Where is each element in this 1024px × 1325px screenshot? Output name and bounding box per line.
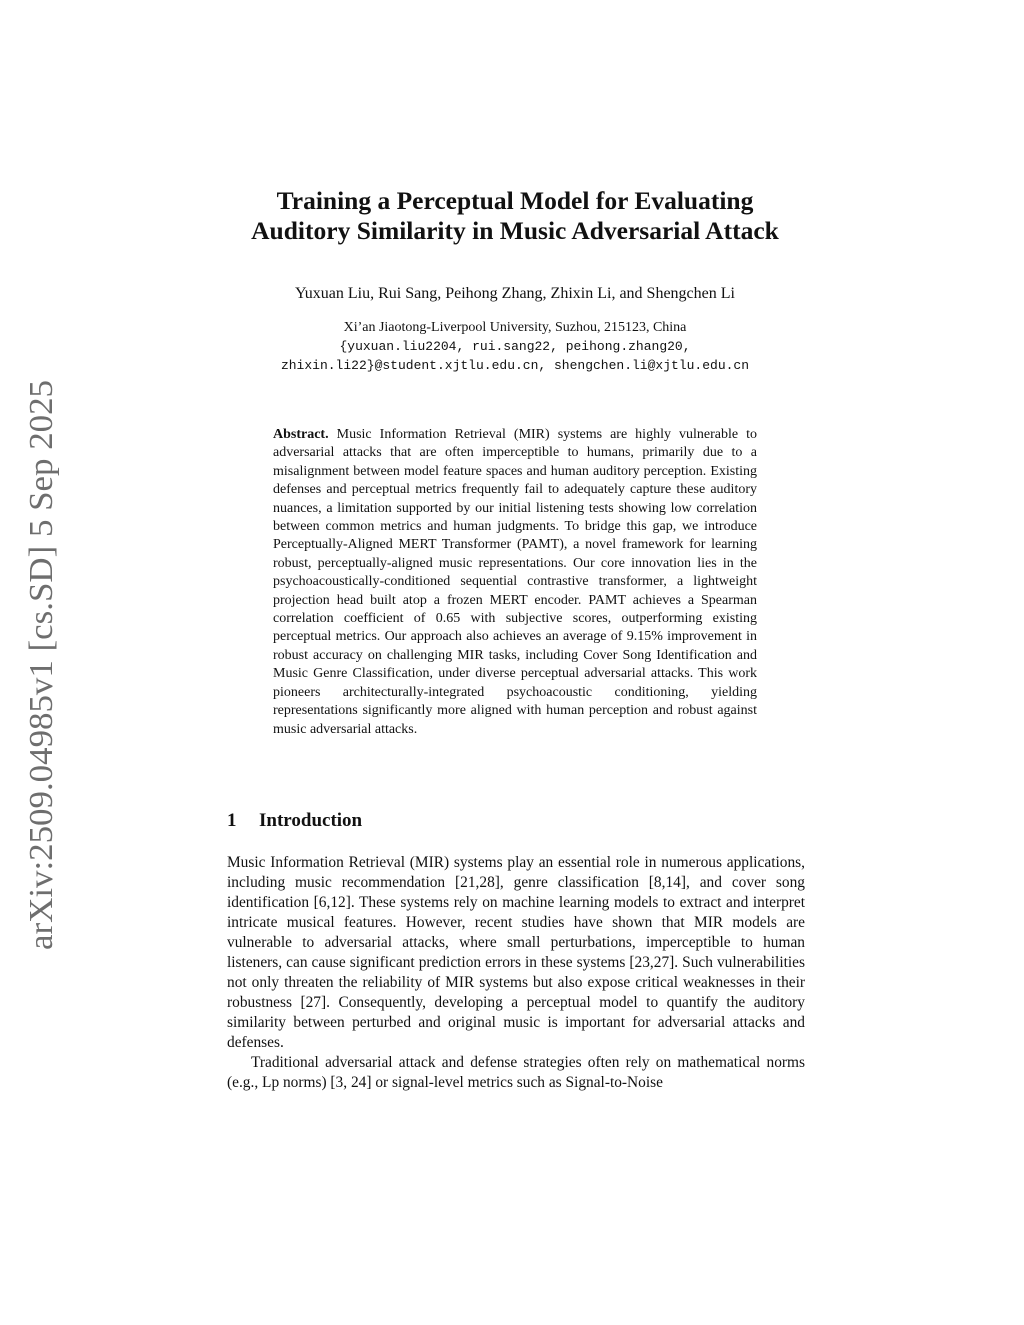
affiliation-block bbox=[200, 318, 830, 375]
arxiv-id-text: arXiv:2509.04985v1 [cs.SD] 5 Sep 2025 bbox=[23, 394, 60, 950]
title-line-2: Auditory Similarity in Music Adversarial Attack bbox=[251, 216, 779, 245]
intro-paragraph: Music Information Retrieval (MIR) systems play an essential role in numerous applications, including music recommendation [21,28], genre classification [8,14], and cover song identification [6,12]. These systems rely on machine learning models to extract and interpret intricate musical features. However, recent studies have shown that MIR models are vulnerable to adversarial attacks, where small perturbations, imperceptible to human listeners, can cause significant prediction errors in these systems [23,27]. Such vulnerabilities not only threaten the reliability of MIR systems but also expose critical weaknesses in their robustness [27]. Consequently, developing a perceptual model to quantify the auditory similarity between perturbed and original music is important for adversarial attacks and defenses. bbox=[227, 854, 805, 1051]
introduction-body bbox=[227, 853, 805, 1093]
author-list: Yuxuan Liu, Rui Sang, Peihong Zhang, Zhixin Li, and Shengchen Li bbox=[295, 285, 735, 302]
section-title-text: Introduction bbox=[259, 810, 363, 831]
email-line-2: zhixin.li22}@student.xjtlu.edu.cn, shengchen.li@xjtlu.edu.cn bbox=[280, 358, 750, 373]
abstract-text: Music Information Retrieval (MIR) systems are highly vulnerable to adversarial attacks that are often imperceptible to humans, primarily due to a misalignment between model feature spaces and human auditory perception. Existing defenses and perceptual metrics frequently fail to adequately capture these auditory nuances, a limitation supported by our initial listening tests showing low correlation between common metrics and human judgments. To bridge this gap, we introduce Perceptually-Aligned MERT Transformer (PAMT), a novel framework for learning robust, perceptually-aligned music representations. Our core innovation lies in the psychoacoustically-conditioned sequential contrastive transformer, a lightweight projection head built atop a frozen MERT encoder. PAMT achieves a Spearman correlation coefficient of 0.65 with subjective scores, outperforming existing perceptual metrics. Our approach also achieves an average of 9.15% improvement in robust accuracy on challenging MIR tasks, including Cover Song Identification and Music Genre Classification, under diverse perceptual adversarial attacks. This work pioneers architecturally-integrated psychoacoustic conditioning, yielding representations significantly more aligned with human perception and robust against music adversarial attacks. bbox=[273, 427, 757, 737]
section-heading bbox=[227, 810, 362, 832]
arxiv-identifier-stamp bbox=[12, 380, 62, 950]
institution: Xi’an Jiaotong-Liverpool University, Suzhou, 215123, China bbox=[343, 320, 687, 335]
section-number: 1 bbox=[227, 810, 237, 831]
paper-title bbox=[200, 186, 830, 246]
email-line-1: {yuxuan.liu2204, rui.sang22, peihong.zhang20, bbox=[339, 339, 691, 354]
abstract bbox=[273, 426, 757, 739]
intro-paragraph: Traditional adversarial attack and defense strategies often rely on mathematical norms (e.g., Lp norms) [3, 24] or signal-level metrics such as Signal-to-Noise bbox=[227, 1054, 805, 1091]
title-line-1: Training a Perceptual Model for Evaluating bbox=[276, 186, 754, 215]
abstract-label: Abstract. bbox=[273, 427, 329, 442]
